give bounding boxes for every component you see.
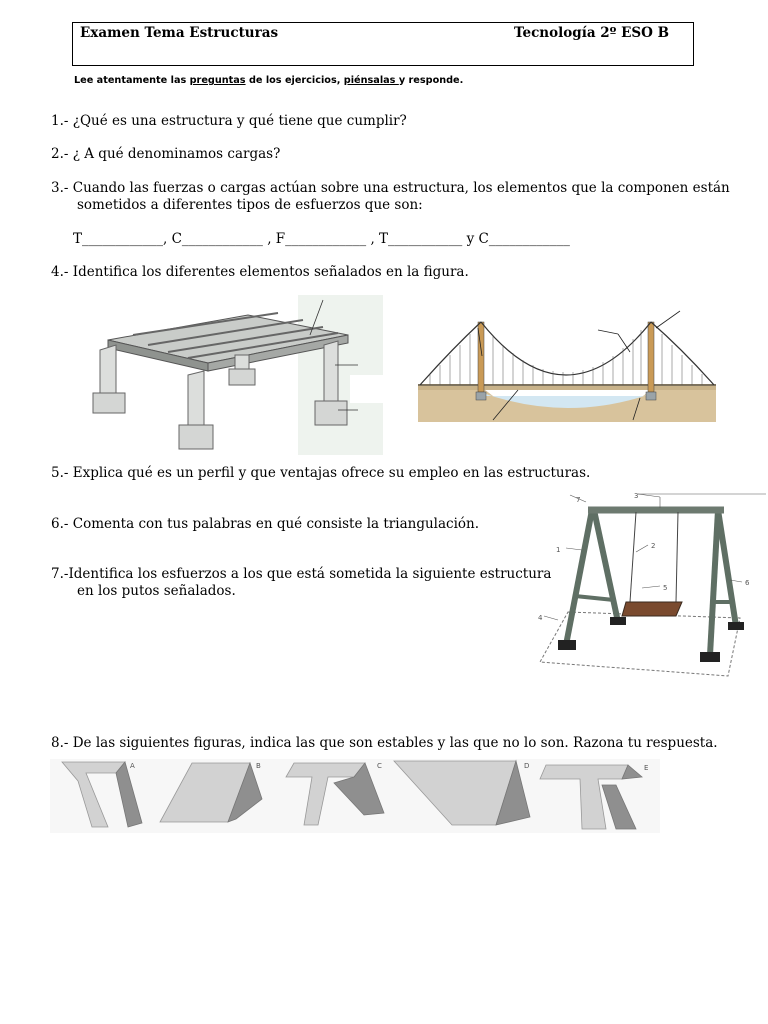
- swing-label-7: 7: [576, 496, 581, 504]
- swing-label-5: 5: [663, 584, 668, 592]
- question-6: 6.- Comenta con tus palabras en qué consiste la triangulación.: [51, 516, 480, 532]
- table-structure-figure: [88, 295, 383, 455]
- figure-label-e: E: [644, 764, 649, 772]
- figure-label-d: D: [524, 762, 530, 770]
- question-1: 1.- ¿Qué es una estructura y qué tiene que cumplir?: [51, 113, 407, 129]
- suspension-bridge-figure: [418, 308, 716, 422]
- question-3: 3.- Cuando las fuerzas o cargas actúan sobre una estructura, los elementos que la componen están: [51, 180, 730, 196]
- swing-set-figure: [530, 490, 766, 682]
- question-3-blanks: T____________, C____________ , F____________ , T___________ y C____________: [73, 231, 570, 247]
- exam-title: Examen Tema Estructuras: [80, 25, 279, 41]
- question-2: 2.- ¿ A qué denominamos cargas?: [51, 146, 281, 162]
- swing-label-1: 1: [556, 546, 561, 554]
- course-title: Tecnología 2º ESO B: [514, 25, 670, 41]
- figure-label-a: A: [130, 762, 135, 770]
- question-5: 5.- Explica qué es un perfil y que ventajas ofrece su empleo en las estructuras.: [51, 465, 591, 481]
- question-7: 7.-Identifica los esfuerzos a los que está sometida la siguiente estructura: [51, 566, 552, 582]
- swing-label-6: 6: [745, 579, 750, 587]
- figure-label-b: B: [256, 762, 261, 770]
- figure-label-c: C: [377, 762, 382, 770]
- swing-label-4: 4: [538, 614, 543, 622]
- stability-figures: [50, 759, 660, 833]
- swing-label-3: 3: [634, 492, 639, 500]
- question-3-cont: sometidos a diferentes tipos de esfuerzos que son:: [77, 197, 423, 213]
- question-8: 8.- De las siguientes figuras, indica las que son estables y las que no lo son. Razona tu respuesta.: [51, 735, 718, 751]
- question-4: 4.- Identifica los diferentes elementos señalados en la figura.: [51, 264, 469, 280]
- question-7-cont: en los putos señalados.: [77, 583, 236, 599]
- instructions: Lee atentamente las preguntas de los ejercicios, piénsalas y responde.: [74, 75, 464, 86]
- swing-label-2: 2: [651, 542, 656, 550]
